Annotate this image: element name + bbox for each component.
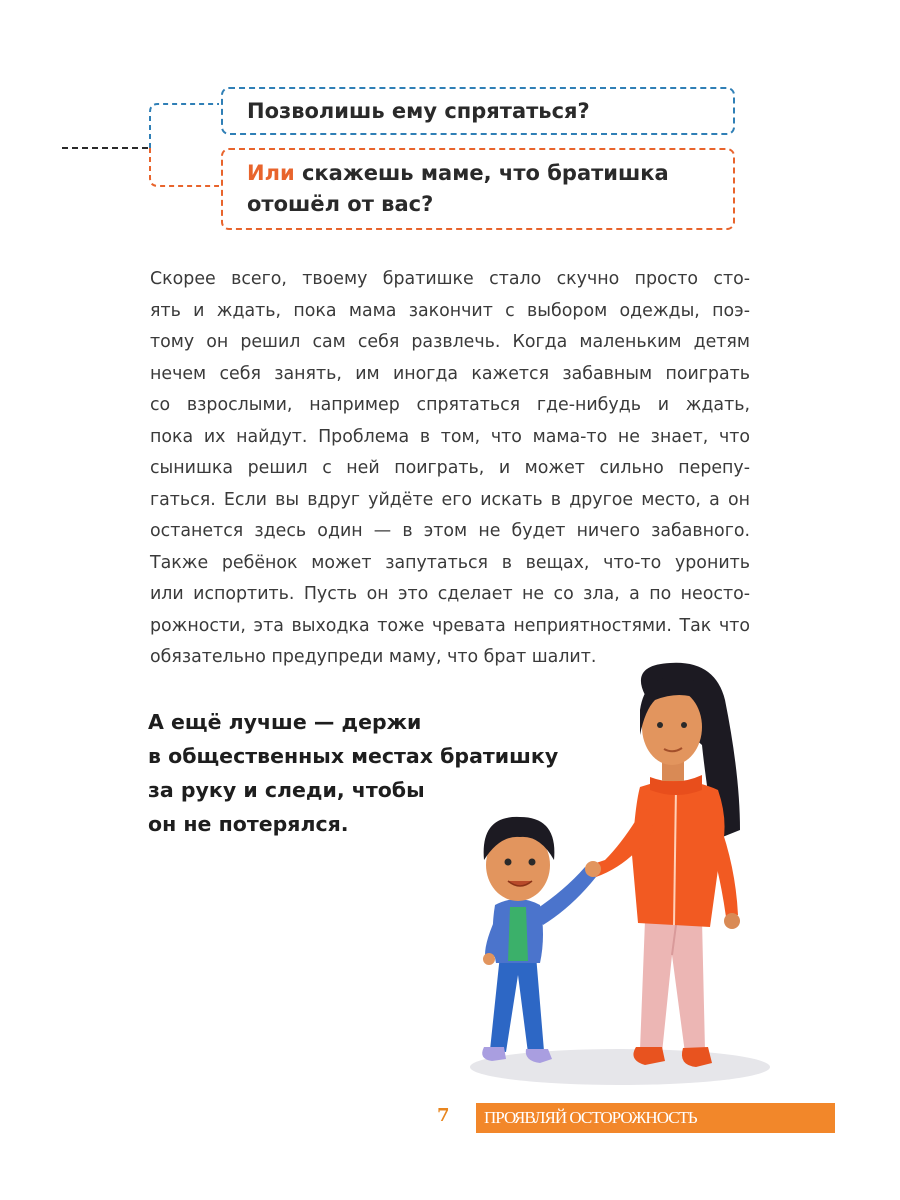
advice-line: А ещё лучше — держи [148,710,422,734]
paragraph-line: нечем себя занять, им иногда кажется забавным поиграть [150,363,750,384]
paragraph-line: Также ребёнок может запутаться в вещах, что-то уронить [150,552,750,573]
page-number: 7 [437,1105,450,1126]
paragraph-line: со взрослыми, например спрятаться где-нибудь и ждать, [150,395,750,415]
paragraph-line: Скорее всего, твоему братишке стало скучно просто сто- [150,269,750,289]
choice-option-allow-text: Позволишь ему спрятаться? [247,99,590,123]
paragraph-line: ять и ждать, пока мама закончит с выбором одежды, поэ- [150,300,750,321]
paragraph-line: останется здесь один — в этом не будет ничего забавного. [150,521,750,541]
advice-line: за руку и следи, чтобы [148,778,425,802]
paragraph-line: пока их найдут. Проблема в том, что мама-то не знает, что [150,426,750,447]
advice-line: в общественных местах братишку [148,744,559,768]
choice-option-tell-mom [221,148,735,230]
paragraph-line: гаться. Если вы вдруг уйдёте его искать в другое место, а он [150,489,750,510]
choice-option-tell-mom-line1: скажешь маме, что братишка [294,161,669,185]
paragraph-line: тому он решил сам себя развлечь. Когда маленьким детям [150,332,750,352]
mother-and-son-illustration [440,655,770,1095]
advice-callout [148,705,559,841]
choice-option-tell-mom-line2: отошёл от вас? [247,192,434,216]
choice-option-allow [221,87,735,135]
explanation-paragraph [150,264,750,674]
section-banner [476,1103,835,1133]
paragraph-line: рожности, эта выходка тоже чревата неприятностями. Так что [150,615,750,636]
paragraph-line: обязательно предупреди маму, что брат шалит. [150,647,597,667]
choice-highlight-word: Или [247,161,295,185]
paragraph-line: сынишка решил с ней поиграть, и может сильно перепу- [150,458,750,478]
section-title: ПРОЯВЛЯЙ ОСТОРОЖНОСТЬ [484,1108,697,1127]
paragraph-line: или испортить. Пусть он это сделает не со зла, а по неосто- [150,584,750,604]
advice-line: он не потерялся. [148,812,349,836]
